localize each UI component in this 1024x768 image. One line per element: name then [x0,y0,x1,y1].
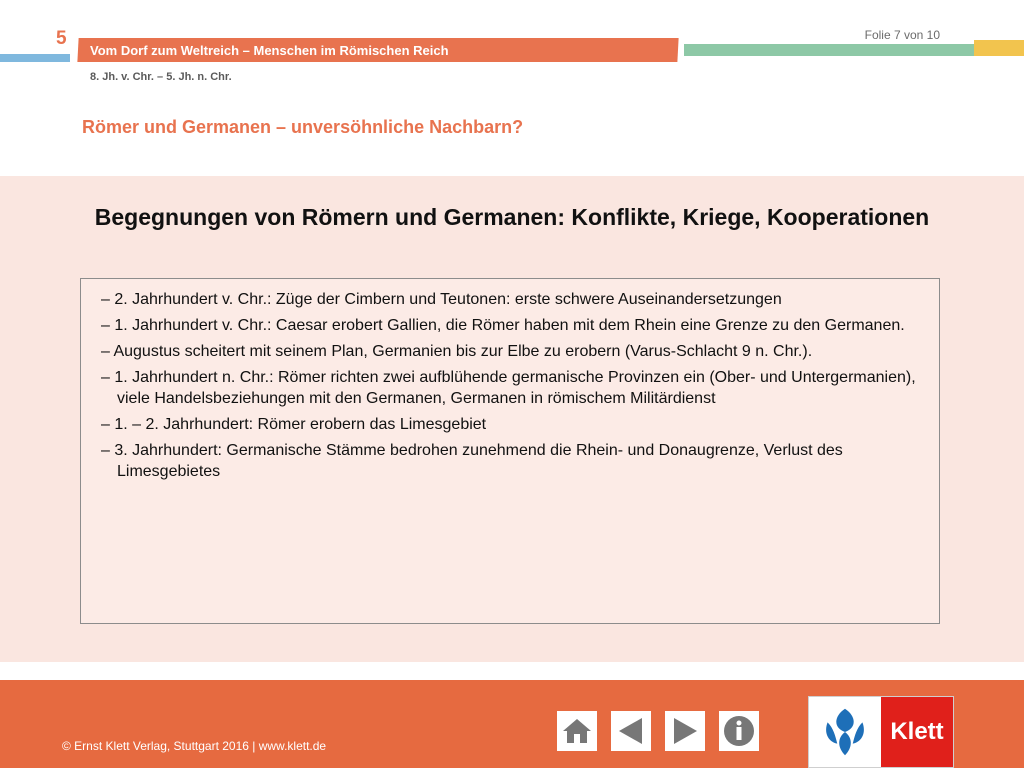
list-item: – Augustus scheitert mit seinem Plan, Germanien bis zur Elbe zu erobern (Varus-Schlacht 9 n. Chr.). [101,343,813,360]
series-title: Vom Dorf zum Weltreich – Menschen im Römischen Reich [90,43,449,58]
footer [0,680,1024,768]
topic-title: Römer und Germanen – unversöhnliche Nachbarn? [82,117,524,137]
list-item: – 1. – 2. Jahrhundert: Römer erobern das Limesgebiet [101,416,487,433]
next-button[interactable] [665,711,705,751]
list-item: – 1. Jahrhundert n. Chr.: Römer richten zwei aufblühende germanische Provinzen ein (Ober- und Untergermanien), viele Handelsbeziehungen mit den Germanen, Germanen in römischem Militärdienst [101,369,916,407]
slide-headline: Begegnungen von Römern und Germanen: Konflikte, Kriege, Kooperationen [94,204,930,230]
copyright: © Ernst Klett Verlag, Stuttgart 2016 | www.klett.de [62,739,327,753]
content-area [0,176,1024,662]
list-item: – 2. Jahrhundert v. Chr.: Züge der Cimbern und Teutonen: erste schwere Auseinandersetzungen [101,291,782,308]
event-list [101,289,919,482]
arrow-right-icon [668,714,702,748]
list-item: – 1. Jahrhundert v. Chr.: Caesar erobert Gallien, die Römer haben mit dem Rhein eine Grenze zu den Germanen. [101,317,905,334]
previous-button[interactable] [611,711,651,751]
klett-mark-icon [809,697,881,767]
info-icon [722,714,756,748]
arrow-left-icon [614,714,648,748]
klett-logo[interactable] [808,696,954,768]
chapter-number: 5 [56,28,67,49]
stripe-yellow [974,40,1024,56]
slide-counter: Folie 7 von 10 [864,28,940,42]
list-item: – 3. Jahrhundert: Germanische Stämme bedrohen zunehmend die Rhein- und Donaugrenze, Verlust des Limesgebietes [101,442,843,480]
epoch-label: 8. Jh. v. Chr. – 5. Jh. n. Chr. [90,71,232,83]
info-button[interactable] [719,711,759,751]
stripe-green [684,44,974,56]
stripe-blue [0,54,70,62]
klett-wordmark: Klett [881,697,953,767]
home-button[interactable] [557,711,597,751]
text-box [80,278,940,624]
home-icon [560,714,594,748]
